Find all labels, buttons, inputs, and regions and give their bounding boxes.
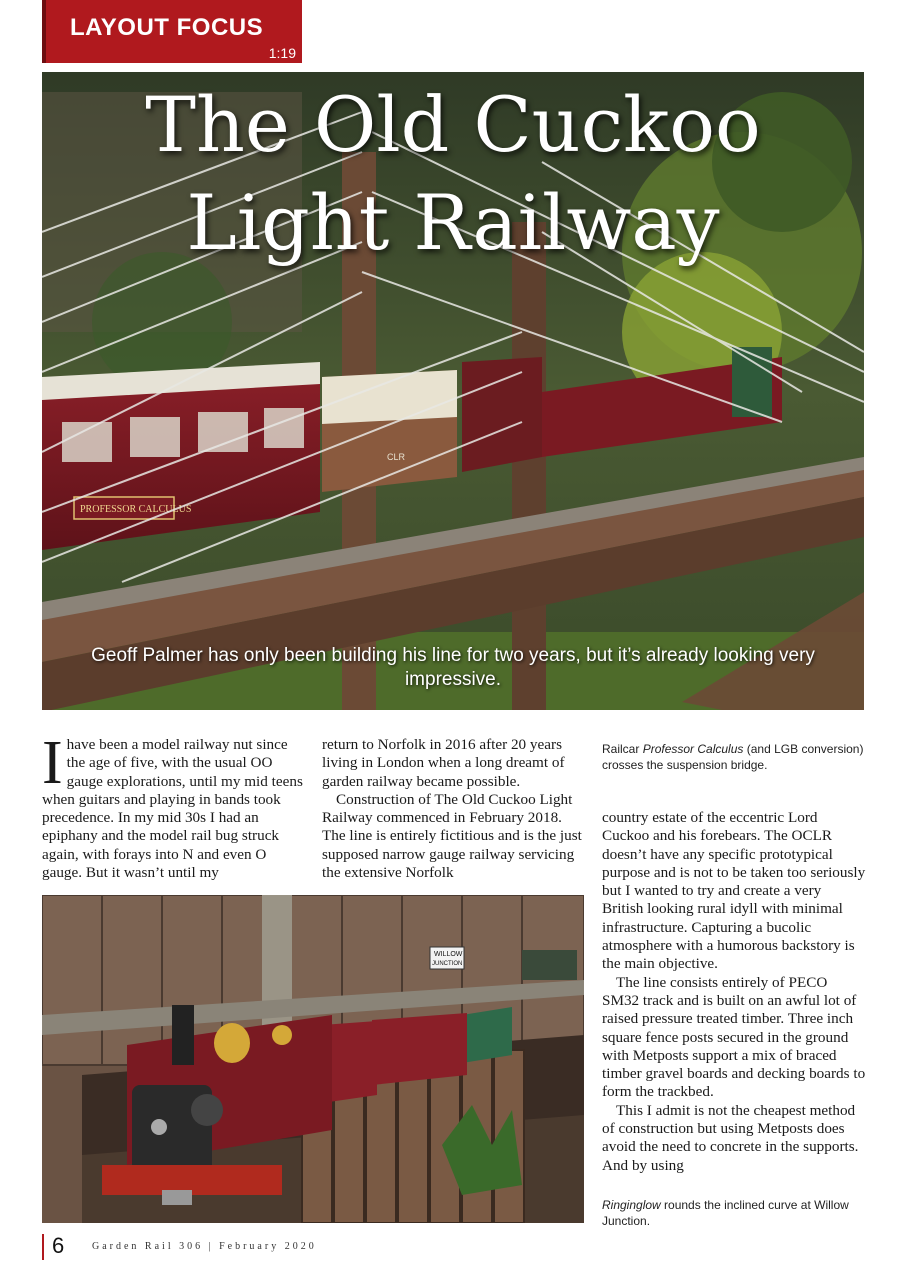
article-column-2 xyxy=(322,736,584,882)
loco-illustration xyxy=(42,895,584,1223)
scale-label: 1:19 xyxy=(268,45,296,61)
section-tab xyxy=(42,0,302,63)
loco-photo xyxy=(42,895,584,1223)
article-column-1 xyxy=(42,729,304,882)
article-paragraph: have been a model railway nut since the age of five, with the usual OO gauge explorations, until my mid teens when guitars and playing in bands took precedence. In my mid 30s I had an epiphany and the model rail bug struck again, with forays into N and even O gauge. But it wasn’t until my xyxy=(42,736,303,882)
article-paragraph: This I admit is not the cheapest method of construction but using Metposts does avoid the need to concrete in the supports. And by using xyxy=(602,1101,859,1174)
article-title-line2: Light Railway xyxy=(186,178,720,267)
railcar-caption: Railcar Professor Calculus (and LGB conversion) crosses the suspension bridge. xyxy=(602,742,864,772)
loco-nameplate: PROFESSOR CALCULUS xyxy=(80,504,192,515)
loco-name: Ringinglow xyxy=(602,1198,661,1212)
article-paragraph: country estate of the eccentric Lord Cuckoo and his forebears. The OCLR doesn’t have any specific prototypical purpose and is not to be taken too seriously but I wanted to try and create a very British looking rural idyll with minimal infrastructure. Capturing a bucolic atmosphere with a humorous backstory is the main objective. xyxy=(602,809,866,973)
hero-photo xyxy=(42,72,864,710)
article-paragraph: Construction of The Old Cuckoo Light Railway commenced in February 2018. The line is entirely fictitious and is the just supposed narrow gauge railway servicing the extensive Norfolk xyxy=(322,790,582,882)
section-label: LAYOUT FOCUS xyxy=(70,14,264,41)
folio-bar xyxy=(42,1234,44,1260)
article-title-line1: The Old Cuckoo xyxy=(145,80,761,169)
willow-sign-line1: WILLOW xyxy=(434,951,463,958)
article-column-3 xyxy=(602,809,866,1175)
loco-caption: Ringinglow rounds the inclined curve at Willow Junction. xyxy=(602,1198,849,1228)
article-paragraph: return to Norfolk in 2016 after 20 years living in London when a long dreamt of garden railway became possible. xyxy=(322,736,565,790)
article-paragraph: The line consists entirely of PECO SM32 track and is built on an awful lot of raised pressure treated timber. Three inch square fence posts secured in the ground with Metposts support a mix of braced timber gravel boards and decking boards to form the trackbed. xyxy=(602,973,866,1101)
magazine-footer: Garden Rail 306 | February 2020 xyxy=(92,1241,317,1252)
railcar-name: Professor Calculus xyxy=(642,742,744,756)
hero-caption: Geoff Palmer has only been building his line for two years, but it’s already looking very impressive. xyxy=(91,645,815,690)
willow-sign-line2: JUNCTION xyxy=(432,961,463,967)
page-number: 6 xyxy=(52,1233,65,1258)
wagon-marking: CLR xyxy=(387,452,406,462)
dropcap: I xyxy=(42,729,63,797)
